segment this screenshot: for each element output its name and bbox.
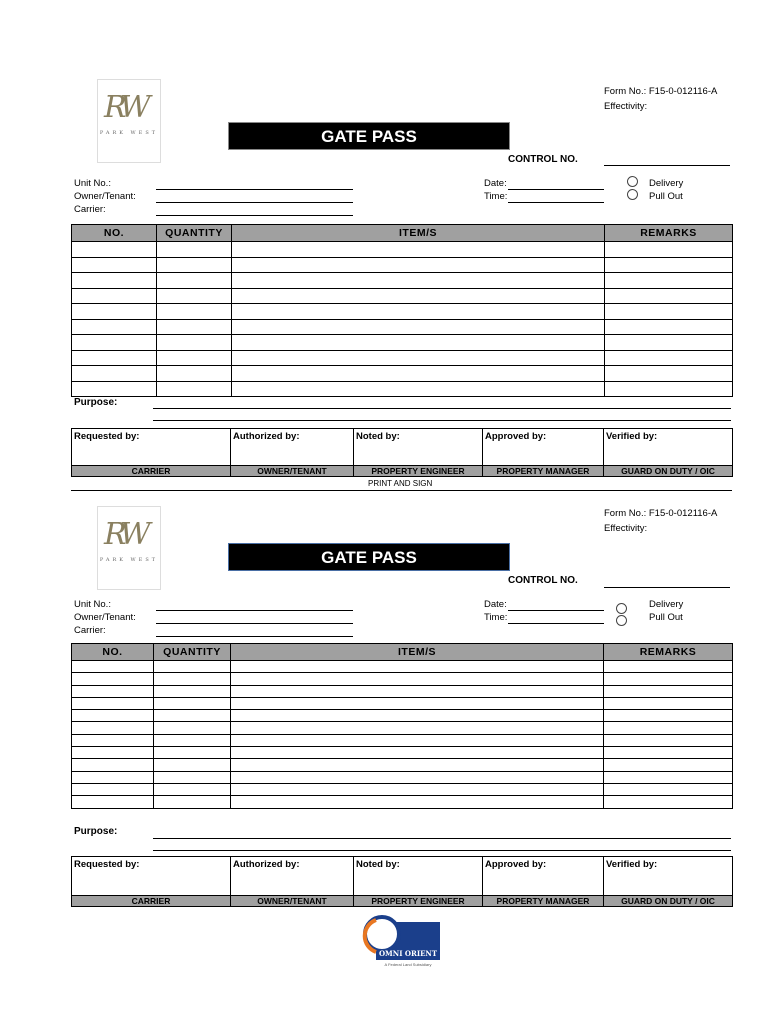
items-cell[interactable]	[231, 673, 604, 685]
role-property-manager: PROPERTY MANAGER	[483, 466, 604, 477]
table-row	[72, 783, 733, 795]
role-property-engineer: PROPERTY ENGINEER	[354, 466, 483, 477]
no-cell[interactable]	[72, 747, 154, 759]
remarks-cell[interactable]	[605, 335, 733, 351]
no-cell[interactable]	[72, 350, 157, 366]
no-cell[interactable]	[72, 242, 157, 258]
quantity-cell[interactable]	[154, 771, 231, 783]
items-cell[interactable]	[231, 710, 604, 722]
remarks-cell[interactable]	[604, 759, 733, 771]
form-title: GATE PASS	[228, 543, 510, 571]
omni-orient-logo	[362, 914, 442, 972]
purpose-line-1[interactable]	[153, 408, 731, 409]
remarks-cell[interactable]	[604, 722, 733, 734]
table-row	[72, 335, 733, 351]
quantity-cell[interactable]	[154, 697, 231, 709]
form-number: Form No.: F15-0-012116-A	[604, 508, 718, 519]
table-row	[72, 759, 733, 771]
form-title: GATE PASS	[228, 122, 510, 150]
table-row	[72, 722, 733, 734]
carrier-label: Carrier:	[74, 625, 106, 636]
items-cell[interactable]	[232, 304, 605, 320]
items-cell[interactable]	[232, 288, 605, 304]
items-cell[interactable]	[232, 319, 605, 335]
no-cell[interactable]	[72, 319, 157, 335]
noted-by-cell[interactable]: Noted by:	[354, 429, 483, 466]
no-cell[interactable]	[72, 673, 154, 685]
carrier-label: Carrier:	[74, 204, 106, 215]
remarks-cell[interactable]	[605, 273, 733, 289]
remarks-cell[interactable]	[604, 734, 733, 746]
items-cell[interactable]	[231, 783, 604, 795]
quantity-cell[interactable]	[154, 734, 231, 746]
quantity-cell[interactable]	[154, 710, 231, 722]
table-row	[72, 796, 733, 808]
unit-no-field[interactable]	[156, 189, 353, 190]
no-cell[interactable]	[72, 722, 154, 734]
purpose-line-2[interactable]	[153, 850, 731, 851]
remarks-cell[interactable]	[604, 783, 733, 795]
quantity-cell[interactable]	[157, 304, 232, 320]
authorized-by-cell[interactable]: Authorized by:	[231, 429, 354, 466]
remarks-cell[interactable]	[605, 242, 733, 258]
remarks-cell[interactable]	[604, 685, 733, 697]
no-cell[interactable]	[72, 759, 154, 771]
items-cell[interactable]	[232, 381, 605, 397]
remarks-cell[interactable]	[605, 304, 733, 320]
table-row	[72, 673, 733, 685]
quantity-cell[interactable]	[157, 366, 232, 382]
date-label: Date:	[484, 599, 507, 610]
control-no-field[interactable]	[604, 165, 730, 166]
date-field[interactable]	[508, 189, 604, 190]
role-owner-tenant: OWNER/TENANT	[231, 896, 354, 907]
items-cell[interactable]	[232, 242, 605, 258]
items-cell[interactable]	[232, 273, 605, 289]
items-cell[interactable]	[232, 366, 605, 382]
no-cell[interactable]	[72, 783, 154, 795]
remarks-cell[interactable]	[605, 288, 733, 304]
col-quantity: QUANTITY	[154, 644, 231, 661]
authorized-by-cell[interactable]: Authorized by:	[231, 857, 354, 896]
table-row	[72, 661, 733, 673]
carrier-field[interactable]	[156, 636, 353, 637]
quantity-cell[interactable]	[157, 257, 232, 273]
date-label: Date:	[484, 178, 507, 189]
quantity-cell[interactable]	[154, 673, 231, 685]
table-header-row	[72, 644, 733, 661]
role-owner-tenant: OWNER/TENANT	[231, 466, 354, 477]
unit-no-label: Unit No.:	[74, 599, 111, 610]
table-row	[72, 771, 733, 783]
items-cell[interactable]	[231, 697, 604, 709]
unit-no-label: Unit No.:	[74, 178, 111, 189]
no-cell[interactable]	[72, 685, 154, 697]
purpose-label: Purpose:	[74, 397, 118, 408]
control-no-label: CONTROL NO.	[508, 154, 578, 165]
omni-orient-tagline: A Federal Land Subsidiary	[384, 962, 432, 967]
signatories-table	[71, 856, 733, 907]
verified-by-cell[interactable]: Verified by:	[604, 857, 733, 896]
role-guard-on-duty: GUARD ON DUTY / OIC	[604, 466, 733, 477]
noted-by-cell[interactable]: Noted by:	[354, 857, 483, 896]
delivery-label: Delivery	[649, 599, 684, 610]
table-row	[72, 304, 733, 320]
items-table	[71, 643, 733, 809]
remarks-cell[interactable]	[605, 366, 733, 382]
items-table	[71, 224, 733, 397]
role-carrier: CARRIER	[72, 466, 231, 477]
requested-by-cell[interactable]: Requested by:	[72, 429, 231, 466]
no-cell[interactable]	[72, 661, 154, 673]
remarks-cell[interactable]	[604, 661, 733, 673]
role-property-manager: PROPERTY MANAGER	[483, 896, 604, 907]
remarks-cell[interactable]	[605, 381, 733, 397]
items-cell[interactable]	[231, 759, 604, 771]
purpose-label: Purpose:	[74, 826, 118, 837]
quantity-cell[interactable]	[154, 747, 231, 759]
time-label: Time:	[484, 191, 508, 202]
time-field[interactable]	[508, 202, 604, 203]
carrier-field[interactable]	[156, 215, 353, 216]
remarks-cell[interactable]	[604, 710, 733, 722]
table-row	[72, 697, 733, 709]
items-cell[interactable]	[231, 685, 604, 697]
form-number: Form No.: F15-0-012116-A	[604, 86, 718, 97]
table-row	[72, 257, 733, 273]
remarks-cell[interactable]	[605, 319, 733, 335]
approved-by-cell[interactable]: Approved by:	[483, 857, 604, 896]
role-guard-on-duty: GUARD ON DUTY / OIC	[604, 896, 733, 907]
quantity-cell[interactable]	[154, 759, 231, 771]
no-cell[interactable]	[72, 796, 154, 808]
remarks-cell[interactable]	[604, 747, 733, 759]
no-cell[interactable]	[72, 697, 154, 709]
col-remarks: REMARKS	[604, 644, 733, 661]
quantity-cell[interactable]	[154, 661, 231, 673]
table-row	[72, 685, 733, 697]
park-west-logo: RW PARK WEST	[97, 79, 161, 163]
pull-out-radio[interactable]	[616, 615, 627, 626]
purpose-line-2[interactable]	[153, 420, 731, 421]
quantity-cell[interactable]	[154, 796, 231, 808]
quantity-cell[interactable]	[157, 242, 232, 258]
no-cell[interactable]	[72, 288, 157, 304]
items-cell[interactable]	[231, 661, 604, 673]
table-row	[72, 747, 733, 759]
col-no: NO.	[72, 644, 154, 661]
items-cell[interactable]	[231, 722, 604, 734]
date-field[interactable]	[508, 610, 604, 611]
no-cell[interactable]	[72, 304, 157, 320]
delivery-radio[interactable]	[627, 176, 638, 187]
owner-tenant-label: Owner/Tenant:	[74, 191, 136, 202]
pull-out-label: Pull Out	[649, 612, 683, 623]
col-quantity: QUANTITY	[157, 225, 232, 242]
no-cell[interactable]	[72, 710, 154, 722]
pull-out-label: Pull Out	[649, 191, 683, 202]
items-cell[interactable]	[231, 771, 604, 783]
table-row	[72, 710, 733, 722]
quantity-cell[interactable]	[157, 335, 232, 351]
table-row	[72, 288, 733, 304]
verified-by-cell[interactable]: Verified by:	[604, 429, 733, 466]
no-cell[interactable]	[72, 335, 157, 351]
quantity-cell[interactable]	[154, 783, 231, 795]
role-carrier: CARRIER	[72, 896, 231, 907]
owner-tenant-field[interactable]	[156, 623, 353, 624]
col-remarks: REMARKS	[605, 225, 733, 242]
pull-out-radio[interactable]	[627, 189, 638, 200]
table-row	[72, 366, 733, 382]
no-cell[interactable]	[72, 366, 157, 382]
omni-orient-name: OMNI ORIENT	[378, 949, 438, 958]
time-field[interactable]	[508, 623, 604, 624]
table-row	[72, 242, 733, 258]
form-divider	[71, 490, 732, 491]
items-cell[interactable]	[232, 350, 605, 366]
unit-no-field[interactable]	[156, 610, 353, 611]
no-cell[interactable]	[72, 381, 157, 397]
col-items: ITEM/S	[231, 644, 604, 661]
no-cell[interactable]	[72, 734, 154, 746]
remarks-cell[interactable]	[604, 673, 733, 685]
items-cell[interactable]	[232, 257, 605, 273]
quantity-cell[interactable]	[157, 350, 232, 366]
items-cell[interactable]	[231, 734, 604, 746]
no-cell[interactable]	[72, 273, 157, 289]
table-header-row	[72, 225, 733, 242]
remarks-cell[interactable]	[604, 771, 733, 783]
remarks-cell[interactable]	[604, 796, 733, 808]
control-no-label: CONTROL NO.	[508, 575, 578, 586]
table-row	[72, 319, 733, 335]
table-row	[72, 734, 733, 746]
quantity-cell[interactable]	[157, 381, 232, 397]
effectivity-label: Effectivity:	[604, 523, 648, 534]
quantity-cell[interactable]	[157, 273, 232, 289]
park-west-logo: RW PARK WEST	[97, 506, 161, 590]
col-no: NO.	[72, 225, 157, 242]
quantity-cell[interactable]	[157, 288, 232, 304]
table-row	[72, 381, 733, 397]
quantity-cell[interactable]	[154, 722, 231, 734]
no-cell[interactable]	[72, 771, 154, 783]
role-property-engineer: PROPERTY ENGINEER	[354, 896, 483, 907]
remarks-cell[interactable]	[605, 257, 733, 273]
approved-by-cell[interactable]: Approved by:	[483, 429, 604, 466]
table-row	[72, 273, 733, 289]
effectivity-label: Effectivity:	[604, 101, 648, 112]
remarks-cell[interactable]	[605, 350, 733, 366]
print-and-sign-note: PRINT AND SIGN	[368, 479, 433, 488]
time-label: Time:	[484, 612, 508, 623]
quantity-cell[interactable]	[154, 685, 231, 697]
control-no-field[interactable]	[604, 587, 730, 588]
owner-tenant-field[interactable]	[156, 202, 353, 203]
items-cell[interactable]	[232, 335, 605, 351]
requested-by-cell[interactable]: Requested by:	[72, 857, 231, 896]
no-cell[interactable]	[72, 257, 157, 273]
remarks-cell[interactable]	[604, 697, 733, 709]
owner-tenant-label: Owner/Tenant:	[74, 612, 136, 623]
delivery-radio[interactable]	[616, 603, 627, 614]
quantity-cell[interactable]	[157, 319, 232, 335]
signatories-table	[71, 428, 733, 477]
delivery-label: Delivery	[649, 178, 684, 189]
items-cell[interactable]	[231, 747, 604, 759]
items-cell[interactable]	[231, 796, 604, 808]
table-row	[72, 350, 733, 366]
purpose-line-1[interactable]	[153, 838, 731, 839]
col-items: ITEM/S	[232, 225, 605, 242]
